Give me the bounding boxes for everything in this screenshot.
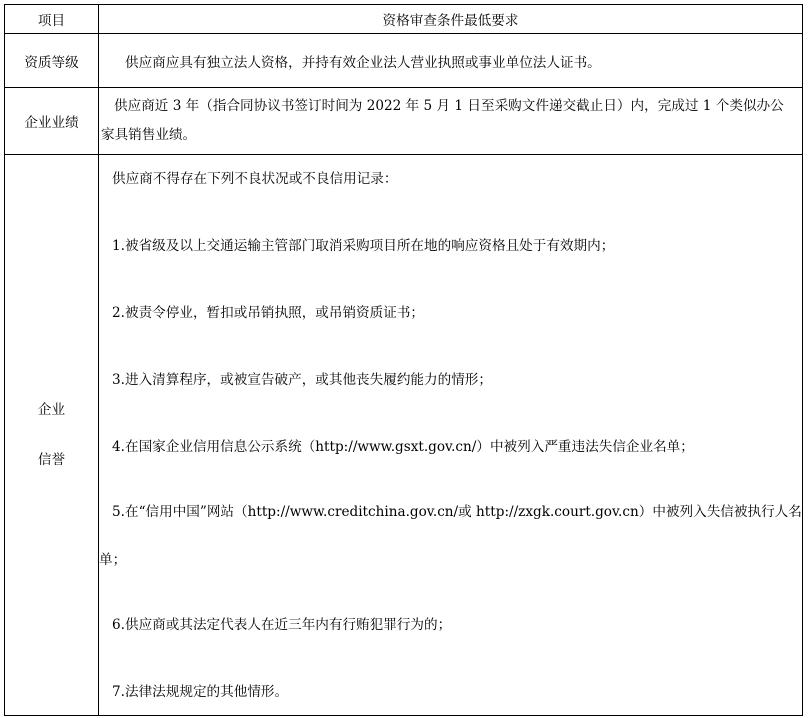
list-item: 7.法律法规规定的其他情形。: [112, 683, 289, 700]
row-cell-qualification: [99, 34, 803, 88]
list-item: 1.被省级及以上交通运输主管部门取消采购项目所在地的响应资格且处于有效期内；: [112, 237, 615, 254]
header-item: 项目: [5, 5, 99, 34]
credit-label-line2: 信誉: [37, 452, 66, 468]
list-item: 2.被责令停业，暂扣或吊销执照，或吊销资质证书；: [112, 304, 425, 321]
list-item: 3.进入清算程序，或被宣告破产，或其他丧失履约能力的情形；: [112, 371, 492, 388]
row-label-performance: 企业业绩: [5, 88, 99, 155]
row-cell-performance: [99, 88, 803, 155]
table-row: [5, 34, 803, 88]
list-item: 6.供应商或其法定代表人在近三年内有行贿犯罪行为的；: [112, 616, 452, 633]
table-row: [5, 88, 803, 155]
table-row: [5, 155, 803, 716]
list-item: 5.在“信用中国”网站（http://www.creditchina.gov.cn/或 http://zxgk.court.gov.cn）中被列入失信被执行人名单；: [99, 503, 802, 568]
requirement-text: 供应商近 3 年（指合同协议书签订时间为 2022 年 5 月 1 日至采购文件递交截止日）内，完成过 1 个类似办公家具销售业绩。: [101, 98, 784, 143]
list-item: 4.在国家企业信用信息公示系统（http://www.gsxt.gov.cn/）中被列入严重违法失信企业名单；: [112, 438, 694, 455]
row-label-credit: [5, 155, 99, 716]
row-label-qualification: 资质等级: [5, 34, 99, 88]
header-requirement: 资格审查条件最低要求: [99, 5, 803, 34]
credit-intro: 供应商不得存在下列不良状况或不良信用记录：: [112, 170, 398, 187]
table-header-row: [5, 5, 803, 34]
credit-label-line1: 企业: [37, 402, 66, 418]
requirement-text: 供应商应具有独立法人资格，并持有效企业法人营业执照或事业单位法人证书。: [125, 54, 601, 71]
qualification-requirements-table: [4, 4, 803, 716]
credit-conditions: [99, 155, 803, 716]
